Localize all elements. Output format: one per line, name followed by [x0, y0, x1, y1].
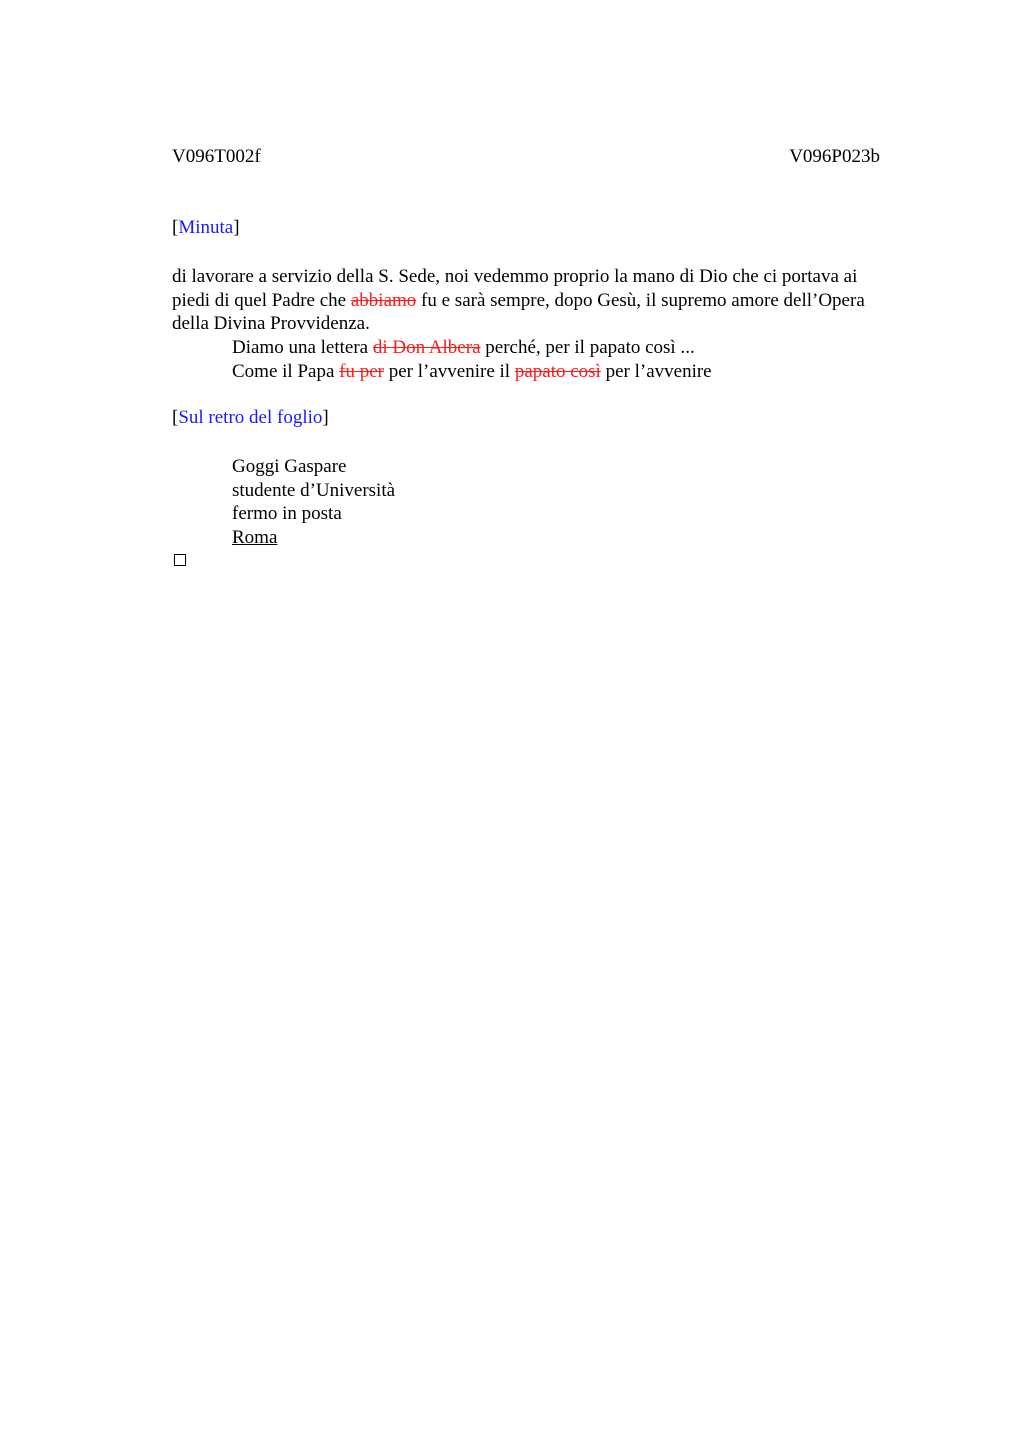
bracket-open: [ [172, 217, 179, 238]
deleted-text: abbiamo [350, 289, 417, 311]
deleted-text: fu per [339, 360, 384, 382]
body-text: di lavorare a servizio della S. Sede, noi vedemmo proprio la mano di Dio che ci portava ai [172, 266, 858, 287]
address-city: Roma [232, 527, 278, 549]
document-code: V096T002f [172, 146, 261, 167]
deleted-text: di Don Albera [372, 337, 481, 359]
body-line [172, 312, 932, 336]
body-text: Come il Papa [232, 360, 340, 382]
body-text: piedi di quel Padre che [172, 289, 351, 311]
body-line [172, 336, 932, 360]
body-text: per l’avvenire [600, 360, 712, 382]
body-text: della Divina Provvidenza. [172, 313, 370, 335]
address-text: Goggi Gaspare [232, 456, 347, 477]
body-text: Diamo una lettera [232, 337, 373, 359]
body-line [172, 289, 932, 313]
address-block [172, 455, 932, 550]
bracket-open: [ [172, 407, 179, 428]
end-marker-square-icon [174, 554, 186, 566]
body-text: per l’avvenire il [383, 360, 515, 382]
address-text: studente d’Università [232, 479, 396, 501]
body-line [172, 360, 932, 384]
body-line [172, 265, 932, 289]
section-label-minuta [172, 217, 240, 239]
page-code: V096P023b [789, 146, 880, 167]
deleted-text: papato così [514, 360, 601, 382]
address-line [172, 526, 932, 550]
address-line [172, 455, 932, 479]
section-label-retro [172, 407, 329, 429]
section-label-text: Minuta [178, 217, 234, 238]
bracket-close: ] [233, 217, 240, 238]
address-text: fermo in posta [232, 503, 342, 525]
letter-body [172, 265, 932, 384]
body-text: perché, per il papato così ... [480, 337, 695, 359]
bracket-close: ] [322, 407, 329, 428]
page-header [172, 146, 880, 170]
section-label-text: Sul retro del foglio [178, 407, 323, 428]
body-text: fu e sarà sempre, dopo Gesù, il supremo amore dell’Opera [416, 289, 865, 311]
address-line [172, 479, 932, 503]
address-line [172, 502, 932, 526]
